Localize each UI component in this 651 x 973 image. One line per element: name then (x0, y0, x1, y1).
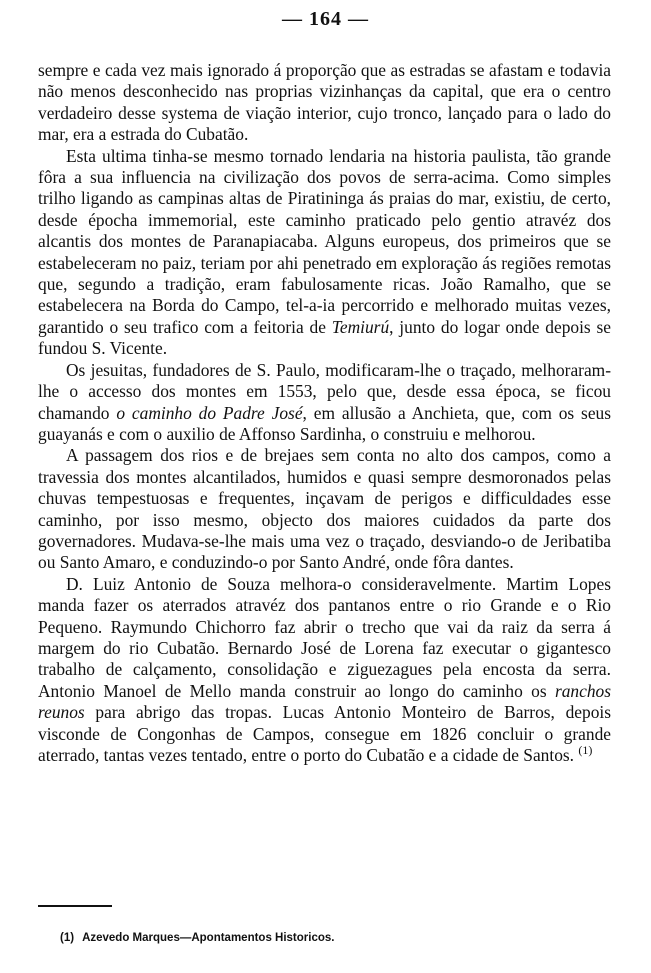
footnote-divider (38, 905, 112, 907)
paragraph-5 (38, 574, 611, 767)
paragraph-3 (38, 360, 611, 446)
paragraph-5-text-b: para abrigo das tropas. Lucas Antonio Monteiro de Barros, depois visconde de Congonhas de Campos, consegue em 1826 concluir o grande aterrado, tantas vezes tentado, entre o porto do Cubatão e a cidade de Santos. (38, 702, 611, 765)
paragraph-4: A passagem dos rios e de brejaes sem conta no alto dos campos, como a travessia dos montes alcantilados, humidos e quasi sempre desmoronados pelas chuvas tempestuosas e frequentes, inçavam de perigos e difficuldades esse caminho, por isso mesmo, objecto dos maiores cuidados da parte dos governadores. Mudava-se-lhe mais uma vez o traçado, desviando-o de Jeribatiba ou Santo Amaro, e conduzindo-o por Santo André, onde fôra dantes. (38, 445, 611, 573)
paragraph-2-italic: Temiurú (331, 316, 390, 337)
body-text (38, 60, 611, 766)
paragraph-2-text-a: Esta ultima tinha-se mesmo tornado lendaria na historia paulista, tão grande fôra a sua influencia na civilização dos povos de serra-acima. Como simples trilho ligando as campinas altas de Piratininga ás praias do mar, existiu, de certo, desde épocha immemorial, este caminho praticado pelo gentio atravéz dos alcantis dos montes de Paranapiacaba. Alguns europeus, dos primeiros que se estabeleceram no paiz, teriam por ahi penetrado em exploração ás regiões remotas que, segundo a tradição, eram fabulosamente ricas. João Ramalho, que se estabelecera na Borda do Campo, tel-a-ia percorrido e melhorado muitas vezes, garantido o seu trafico com a feitoria de (38, 145, 611, 337)
paragraph-5-text-a: D. Luiz Antonio de Souza melhora-o consideravelmente. Martim Lopes manda fazer os aterrados atravéz dos pantanos entre o rio Grande e o Rio Pequeno. Raymundo Chichorro faz abrir o trecho que vai da raiz da serra á margem do rio Cubatão. Bernardo José de Lorena faz executar o gigantesco trabalho de calçamento, consolidação e ziguezagues pela encosta da serra. Antonio Manoel de Mello manda construir ao longo do caminho os (38, 573, 611, 701)
footnote (60, 932, 620, 944)
paragraph-2 (38, 146, 611, 360)
footnote-reference: (1) (578, 743, 593, 758)
paragraph-3-text-a: Os jesuitas, fundadores de S. Paulo, modificaram-lhe o traçado, melhoraram-lhe o accesso dos montes em 1553, pelo que, desde essa época, se ficou chamando (38, 359, 611, 423)
footnote-text: Azevedo Marques—Apontamentos Historicos. (82, 932, 335, 944)
paragraph-1: sempre e cada vez mais ignorado á proporção que as estradas se afastam e todavia não menos desconhecido nas proprias vizinhanças da capital, que era o centro verdadeiro desse systema de viação interior, cujo tronco, lançado para o lado do mar, era a estrada do Cubatão. (38, 60, 611, 145)
paragraph-3-text-b: , em allusão a Anchieta, que, com os seus guayanás e com o auxilio de Affonso Sardinha, o construiu e melhorou. (38, 402, 612, 444)
paragraph-3-italic: o caminho do Padre José (116, 402, 303, 423)
paragraph-2-text-b: , junto do logar onde depois se fundou S. Vicente. (38, 316, 611, 359)
footnote-mark: (1) (60, 932, 75, 944)
paragraph-5-italic: ranchos reunos (38, 680, 611, 723)
page-number: — 164 — (282, 8, 369, 30)
